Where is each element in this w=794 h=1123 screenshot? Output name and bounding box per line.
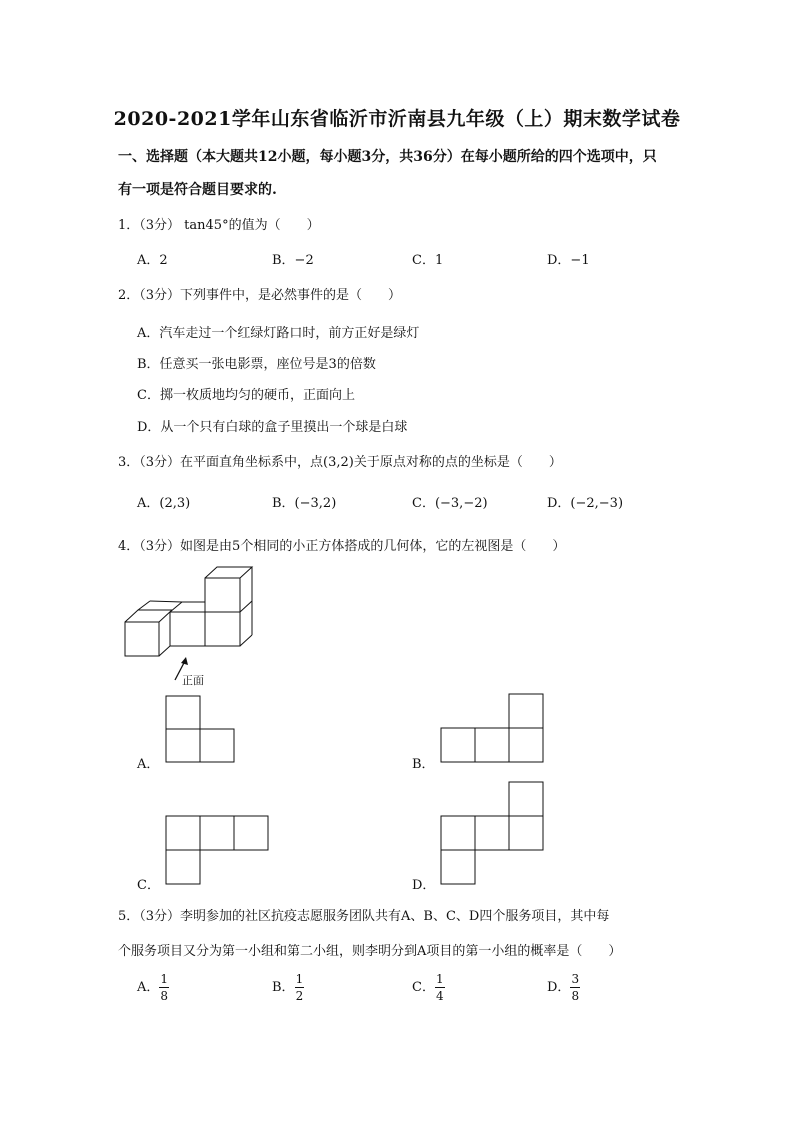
- q5-option-d[interactable]: [547, 973, 580, 1002]
- q3-option-b[interactable]: B．(−3,2): [272, 496, 337, 511]
- question-2-stem: 2．（3分）下列事件中，是必然事件的是（ ）: [118, 288, 402, 303]
- q4-option-d[interactable]: D．: [412, 878, 436, 893]
- front-label: 正面: [182, 674, 204, 687]
- question-5-stem-line2: 个服务项目又分为第一小组和第二小组，则李明分到A项目的第一小组的概率是（ ）: [118, 944, 622, 959]
- q5-option-d-fraction: $\frac{3}{8}$: [571, 972, 580, 1003]
- section-heading-line2: 有一项是符合题目要求的.: [118, 182, 277, 198]
- q5-option-a[interactable]: [137, 973, 169, 1002]
- q3-option-d[interactable]: D．(−2,−3): [547, 496, 624, 511]
- q5-option-c-fraction: $\frac{1}{4}$: [435, 972, 444, 1003]
- q1-option-b[interactable]: B．−2: [272, 253, 314, 268]
- q5-option-b-letter: B．: [272, 980, 295, 995]
- q4-option-a[interactable]: A．: [137, 757, 160, 772]
- q5-option-a-fraction: $\frac{1}{8}$: [160, 972, 169, 1003]
- q4-option-c[interactable]: C．: [137, 878, 160, 893]
- q2-option-b[interactable]: B．任意买一张电影票，座位号是3的倍数: [137, 357, 376, 372]
- page-title: 2020-2021学年山东省临沂市沂南县九年级（上）期末数学试卷: [113, 108, 681, 130]
- q2-option-d[interactable]: D．从一个只有白球的盒子里摸出一个球是白球: [137, 420, 408, 435]
- q3-option-c[interactable]: C．(−3,−2): [412, 496, 488, 511]
- q4-option-a-figure[interactable]: [165, 695, 237, 765]
- q4-option-b[interactable]: B．: [412, 757, 435, 772]
- question-1-stem: 1．（3分） tan45°的值为（ ）: [118, 218, 320, 233]
- q5-option-d-letter: D．: [547, 980, 571, 995]
- question-4-stem: 4．（3分）如图是由5个相同的小正方体搭成的几何体，它的左视图是（ ）: [118, 539, 566, 554]
- q5-option-b[interactable]: [272, 973, 304, 1002]
- q2-option-c[interactable]: C．掷一枚质地均匀的硬币，正面向上: [137, 388, 355, 403]
- q1-option-c[interactable]: C．1: [412, 253, 444, 268]
- q3-option-a[interactable]: A．(2,3): [137, 496, 191, 511]
- section-heading-line1: 一、选择题（本大题共12小题，每小题3分，共36分）在每小题所给的四个选项中，只: [118, 149, 657, 165]
- question-3-stem: 3．（3分）在平面直角坐标系中，点(3,2)关于原点对称的点的坐标是（ ）: [118, 455, 562, 470]
- cube-figure: [120, 565, 260, 665]
- q5-option-c[interactable]: [412, 973, 445, 1002]
- q5-option-a-letter: A．: [137, 980, 160, 995]
- q4-option-d-figure[interactable]: [440, 781, 546, 887]
- q4-option-b-figure[interactable]: [440, 693, 546, 765]
- q4-option-c-figure[interactable]: [165, 815, 271, 887]
- q5-option-c-letter: C．: [412, 980, 435, 995]
- question-5-stem-line1: 5．（3分）李明参加的社区抗疫志愿服务团队共有A、B、C、D四个服务项目，其中每: [118, 909, 610, 924]
- q5-option-b-fraction: $\frac{1}{2}$: [295, 972, 304, 1003]
- q2-option-a[interactable]: A．汽车走过一个红绿灯路口时，前方正好是绿灯: [137, 326, 420, 341]
- q1-option-d[interactable]: D．−1: [547, 253, 590, 268]
- q1-option-a[interactable]: A．2: [137, 253, 168, 268]
